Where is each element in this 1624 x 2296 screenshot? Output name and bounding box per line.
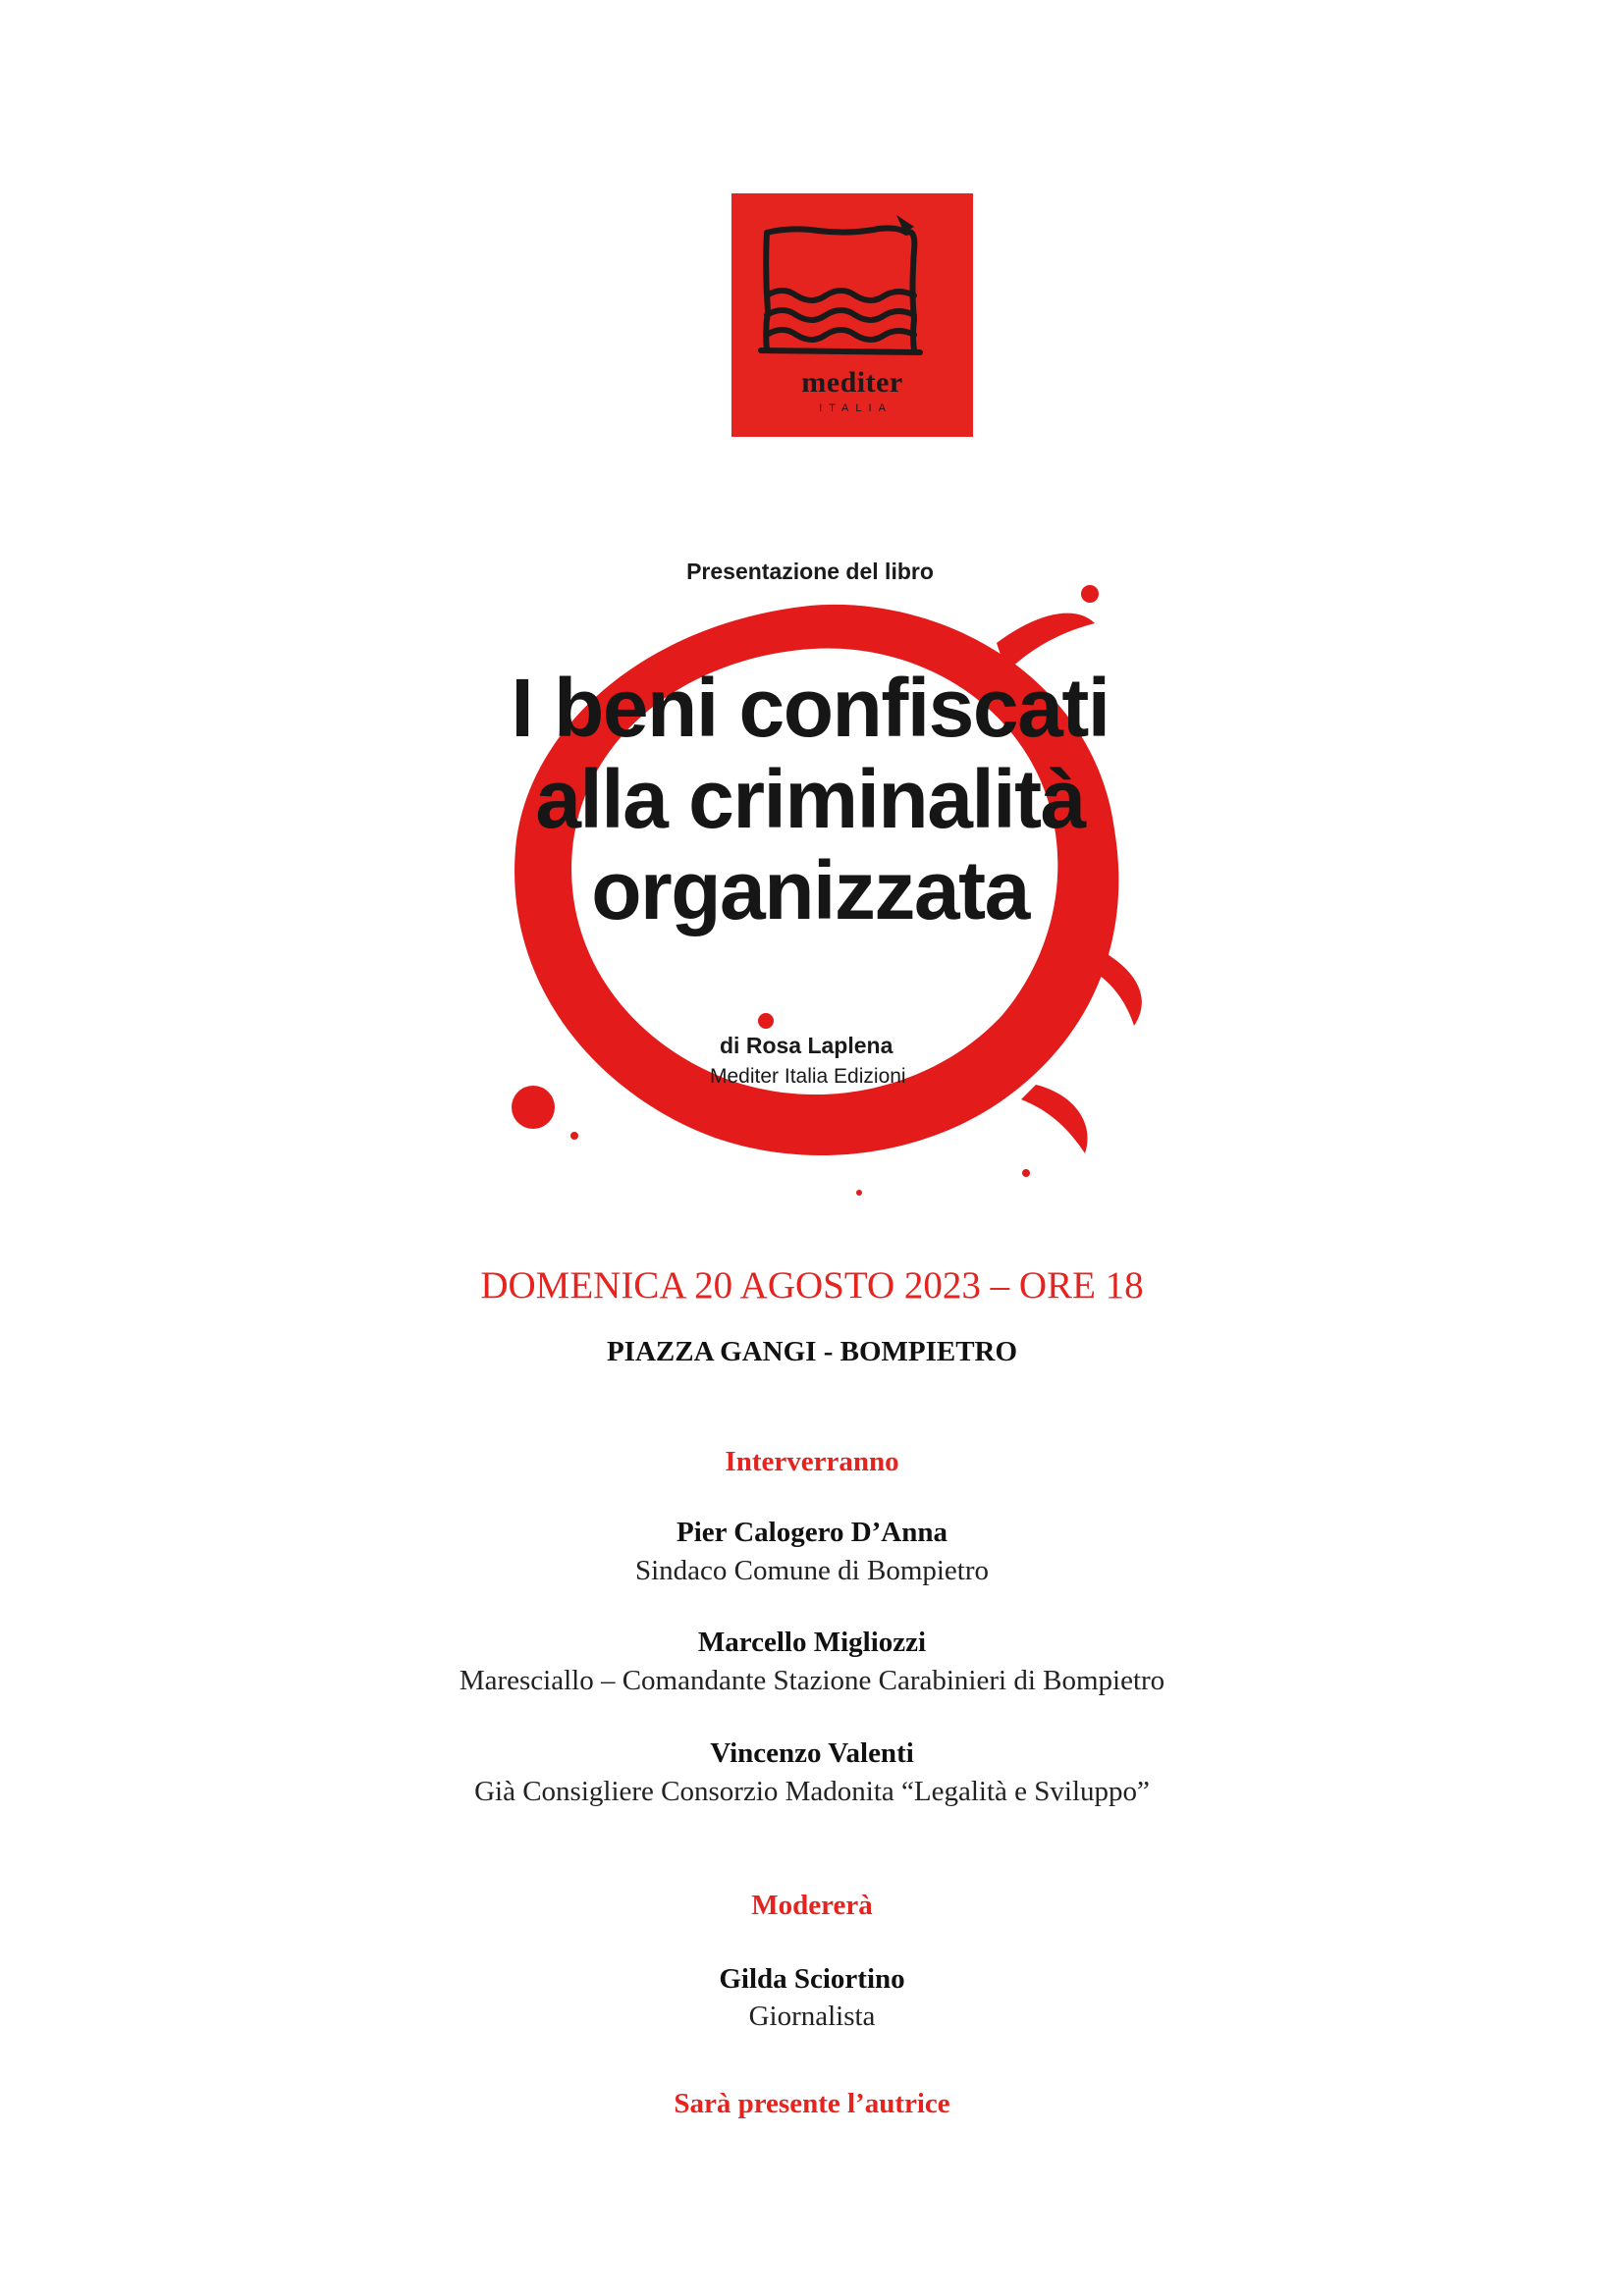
book-title-line: organizzata [591,844,1029,936]
speakers-heading: Interverranno [725,1446,899,1477]
logo-subtitle: ITALIA [819,402,893,414]
closing-note: Sarà presente l’autrice [674,2088,950,2119]
speaker-role: Già Consigliere Consorzio Madonita “Legalità e Sviluppo” [474,1776,1150,1807]
logo-wordmark: mediter [801,366,903,399]
moderator-name: Gilda Sciortino [719,1963,905,1995]
book-cover [447,535,1173,1217]
cover-publisher: Mediter Italia Edizioni [710,1065,906,1088]
book-title-line: I beni confiscati [511,662,1110,754]
cover-label: Presentazione del libro [686,559,934,584]
cover-author: di Rosa Laplena [720,1033,893,1058]
moderator-role: Giornalista [748,2001,876,2032]
speaker-name: Marcello Migliozzi [697,1627,927,1658]
book-title [447,663,1173,936]
logo-emblem-icon [731,193,973,437]
moderator-heading: Modererà [751,1890,873,1921]
event-date-time: DOMENICA 20 AGOSTO 2023 – ORE 18 [480,1264,1144,1307]
publisher-logo [731,193,973,437]
book-title-line: alla criminalità [535,753,1085,845]
speaker-role: Maresciallo – Comandante Stazione Carabinieri di Bompietro [459,1665,1165,1696]
speaker-name: Pier Calogero D’Anna [676,1517,947,1548]
speaker-role: Sindaco Comune di Bompietro [634,1555,990,1586]
speaker-name: Vincenzo Valenti [710,1737,914,1769]
event-place: PIAZZA GANGI - BOMPIETRO [606,1336,1018,1367]
